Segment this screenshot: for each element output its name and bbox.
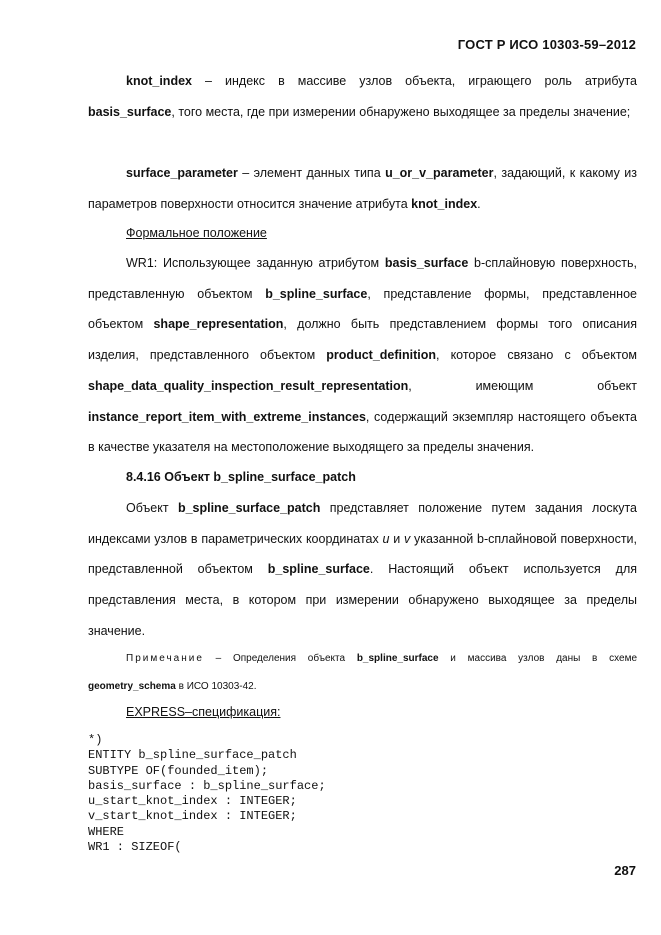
term: b_spline_surface <box>267 562 370 577</box>
term: knot_index <box>126 74 192 88</box>
text: и <box>389 531 405 546</box>
text: , имеющим объект <box>408 378 637 393</box>
document-header: ГОСТ Р ИСО 10303-59–2012 <box>457 37 636 52</box>
term: instance_report_item_with_extreme_instances <box>88 409 366 424</box>
term: shape_data_quality_inspection_result_representation <box>88 378 409 393</box>
term: surface_parameter <box>126 166 238 180</box>
text: WR1: Использующее заданную атрибутом <box>126 256 385 270</box>
express-heading-block <box>88 697 637 728</box>
term: b_spline_surface_patch <box>177 501 321 515</box>
text: – Определения объекта <box>203 653 357 664</box>
term: product_definition <box>326 348 437 363</box>
text: , задающий, к какому из параметров поверхности относится значение атрибута <box>88 166 637 211</box>
text: Объект <box>126 501 178 515</box>
note-block <box>88 645 637 701</box>
section-heading-block <box>88 462 637 493</box>
express-heading: EXPRESS–спецификация: <box>126 705 281 719</box>
term: b_spline_surface <box>356 653 439 664</box>
text: , которое связано с объектом <box>436 348 637 363</box>
formal-heading-block <box>88 218 637 249</box>
text: в ИСО 10303-42. <box>175 681 257 692</box>
paragraph-knot-index <box>88 66 637 127</box>
term: basis_surface <box>384 256 469 270</box>
term: geometry_schema <box>88 681 176 692</box>
express-code-block: *) ENTITY b_spline_surface_patch SUBTYPE OF(founded_item); basis_surface : b_spline_surface; u_start_knot_index : INTEGER; v_start_knot_index : INTEGER; WHERE WR1 : SIZEOF( <box>88 733 326 855</box>
text: b-сплайновую поверхность, представленную объектом <box>88 256 637 301</box>
paragraph-surface-parameter <box>88 158 637 219</box>
text: , того места, где при измерении обнаружено выходящее за пределы значение; <box>171 104 631 119</box>
term: u_or_v_parameter <box>385 166 494 180</box>
term: knot_index <box>411 196 478 211</box>
text: – элемент данных типа <box>237 166 386 180</box>
text: , содержащий экземпляр настоящего объекта в качестве указателя на местоположение выходящего за пределы значения. <box>88 409 637 455</box>
text: , должно быть представлением формы того описания изделия, представленного объектом <box>88 317 637 363</box>
text: . <box>477 196 481 211</box>
text: представляет положение путем задания лоскута индексами узлов в параметрических координатах <box>88 501 637 546</box>
text: и массива узлов даны в схеме <box>438 653 638 664</box>
term: basis_surface <box>88 104 172 119</box>
page-number: 287 <box>614 863 636 878</box>
section-heading: 8.4.16 Объект b_spline_surface_patch <box>126 470 356 484</box>
coordinate-u: u <box>382 531 390 546</box>
term: shape_representation <box>153 317 284 332</box>
note-label: Примечание <box>126 653 204 664</box>
formal-heading: Формальное положение <box>126 226 267 240</box>
paragraph-wr1 <box>88 248 637 463</box>
paragraph-patch <box>88 493 637 647</box>
coordinate-v: v <box>404 531 411 546</box>
text: указанной b-сплайновой поверхности, представленной объектом <box>88 531 637 577</box>
text: , представление формы, представленное объектом <box>88 286 637 332</box>
text: – индекс в массиве узлов объекта, играющего роль атрибута <box>192 74 637 88</box>
term: b_spline_surface <box>265 286 368 301</box>
text: . Настоящий объект используется для представления места, в котором при измерении обнаружено выходящее за пределы значение. <box>88 562 638 638</box>
